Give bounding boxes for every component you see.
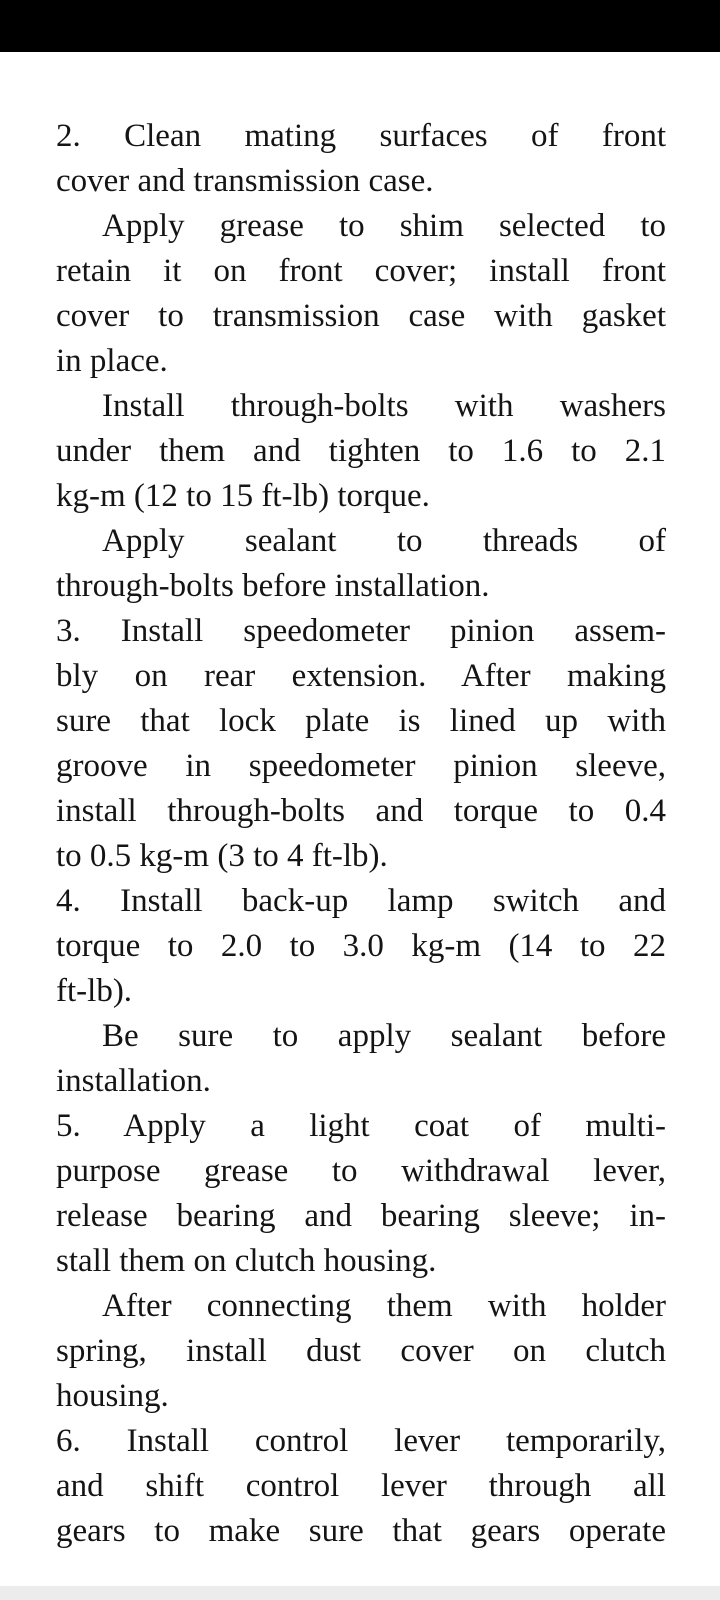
text-line: through-bolts before installation.	[56, 568, 490, 604]
text-line: groove in speedometer pinion sleeve,	[56, 748, 666, 784]
text-line: spring, install dust cover on clutch	[56, 1333, 666, 1369]
text-line: under them and tighten to 1.6 to 2.1	[56, 433, 666, 469]
text-line: 2. Clean mating surfaces of front	[56, 118, 666, 154]
document-page	[56, 114, 666, 1554]
text-line: ft-lb).	[56, 973, 133, 1009]
text-line: 4. Install back-up lamp switch and	[56, 883, 666, 919]
text-line: 3. Install speedometer pinion assem-	[56, 613, 666, 649]
text-line: installation.	[56, 1063, 211, 1099]
text-line: to 0.5 kg-m (3 to 4 ft-lb).	[56, 838, 388, 874]
text-line: bly on rear extension. After making	[56, 658, 666, 694]
text-line: Apply grease to shim selected to	[102, 208, 666, 244]
text-line: cover to transmission case with gasket	[56, 298, 666, 334]
text-line: cover and transmission case.	[56, 163, 434, 199]
text-line: install through-bolts and torque to 0.4	[56, 793, 666, 829]
text-line: release bearing and bearing sleeve; in-	[56, 1198, 666, 1234]
text-line: retain it on front cover; install front	[56, 253, 666, 289]
bottom-edge	[0, 1586, 720, 1600]
text-line: Apply sealant to threads of	[102, 523, 666, 559]
text-line: housing.	[56, 1378, 169, 1414]
text-line: and shift control lever through all	[56, 1468, 666, 1504]
text-line: sure that lock plate is lined up with	[56, 703, 666, 739]
text-line: gears to make sure that gears operate	[56, 1513, 666, 1549]
status-bar	[0, 0, 720, 52]
text-line: torque to 2.0 to 3.0 kg-m (14 to 22	[56, 928, 666, 964]
text-line: 5. Apply a light coat of multi-	[56, 1108, 666, 1144]
text-line: 6. Install control lever temporarily,	[56, 1423, 666, 1459]
text-line: purpose grease to withdrawal lever,	[56, 1153, 666, 1189]
text-line: Install through-bolts with washers	[102, 388, 666, 424]
text-line: in place.	[56, 343, 168, 379]
text-line: stall them on clutch housing.	[56, 1243, 437, 1279]
text-line: kg-m (12 to 15 ft-lb) torque.	[56, 478, 430, 514]
text-line: After connecting them with holder	[102, 1288, 666, 1324]
text-line: Be sure to apply sealant before	[102, 1018, 666, 1054]
